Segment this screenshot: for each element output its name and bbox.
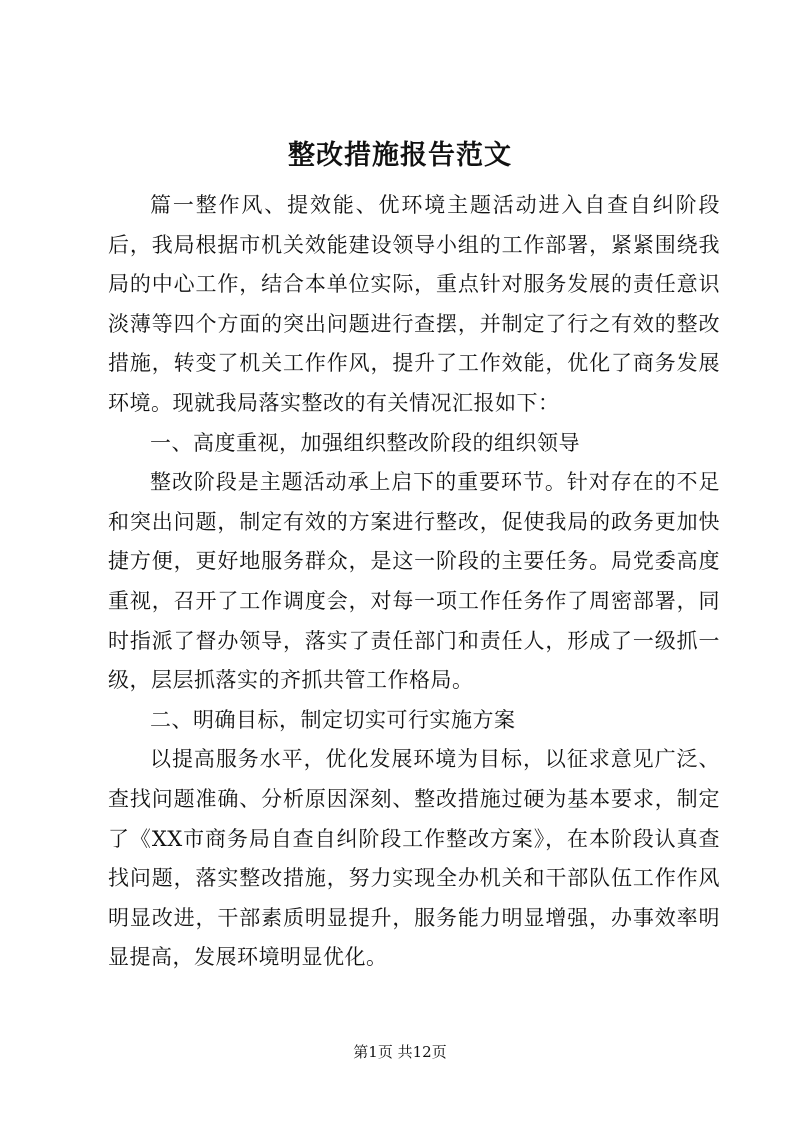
document-title: 整改措施报告范文 (288, 140, 512, 171)
section-heading-2: 二、明确目标，制定切实可行实施方案 (150, 707, 516, 732)
page-number-footer: 第1页 共12页 (353, 1043, 447, 1061)
section-2-paragraph: 以提高服务水平，优化发展环境为目标，以征求意见广泛、查找问题准确、分析原因深刻、整改措施过硬为基本要求，制定了《XX市商务局自查自纠阶段工作整改方案》，在本阶段认真查找问题，落实整改措施，努力实现全办机关和干部队伍工作作风明显改进，干部素质明显提升，服务能力明显增强，办事效率明显提高，发展环境明显优化。 (108, 747, 720, 970)
section-1-paragraph: 整改阶段是主题活动承上启下的重要环节。针对存在的不足和突出问题，制定有效的方案进行整改，促使我局的政务更加快捷方便，更好地服务群众，是这一阶段的主要任务。局党委高度重视，召开了工作调度会，对每一项工作任务作了周密部署，同时指派了督办领导，落实了责任部门和责任人，形成了一级抓一级，层层抓落实的齐抓共管工作格局。 (108, 470, 720, 693)
section-heading-1: 一、高度重视，加强组织整改阶段的组织领导 (150, 430, 580, 455)
intro-paragraph: 篇一整作风、提效能、优环境主题活动进入自查自纠阶段后，我局根据市机关效能建设领导小组的工作部署，紧紧围绕我局的中心工作，结合本单位实际，重点针对服务发展的责任意识淡薄等四个方面的突出问题进行查摆，并制定了行之有效的整改措施，转变了机关工作作风，提升了工作效能，优化了商务发展环境。现就我局落实整改的有关情况汇报如下： (108, 193, 720, 415)
document-body (108, 186, 720, 978)
